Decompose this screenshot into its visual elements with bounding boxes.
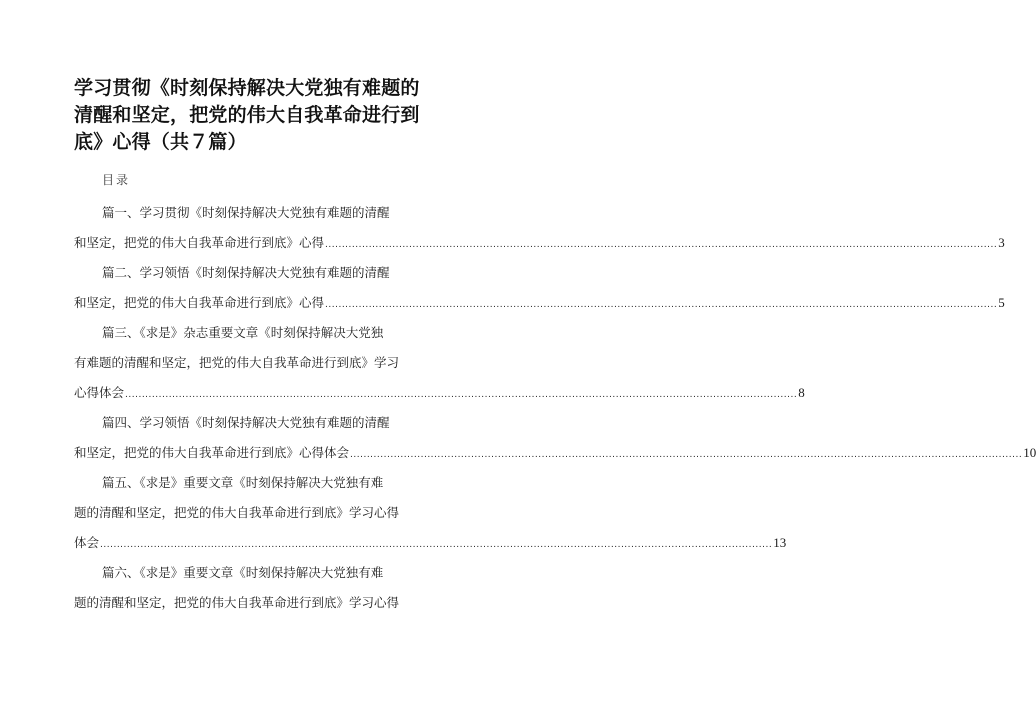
toc-entry-text: 心得体会 <box>74 385 125 400</box>
toc-entry-last-line <box>74 288 1005 318</box>
toc-leader-dots: ........................................................................................................................................................................................................ <box>325 240 998 250</box>
toc-heading: 目录 <box>102 173 131 187</box>
toc-entry-text: 和坚定，把党的伟大自我革命进行到底》心得 <box>74 235 325 250</box>
toc-page-number: 3 <box>998 235 1005 250</box>
toc-leader-dots: ........................................................................................................................................................................................................ <box>325 300 998 310</box>
toc-entry-last-line <box>74 228 1005 258</box>
table-of-contents <box>74 198 1036 618</box>
toc-leader-dots: ........................................................................................................................................................................................................ <box>100 540 773 550</box>
toc-leader-dots: ........................................................................................................................................................................................................ <box>350 450 1023 460</box>
toc-entry-text: 体会 <box>74 535 100 550</box>
toc-entry[interactable] <box>74 258 1005 318</box>
toc-entry-text: 和坚定，把党的伟大自我革命进行到底》心得体会 <box>74 445 350 460</box>
toc-page-number: 8 <box>798 385 805 400</box>
toc-entry[interactable] <box>74 198 1005 258</box>
toc-page-number: 5 <box>998 295 1005 310</box>
toc-entry-text: 和坚定，把党的伟大自我革命进行到底》心得 <box>74 295 325 310</box>
toc-entry[interactable] <box>74 468 787 558</box>
toc-entry-continuation: 有难题的清醒和坚定，把党的伟大自我革命进行到底》学习 <box>74 355 400 370</box>
toc-page-number: 10 <box>1023 445 1036 460</box>
toc-page-number: 13 <box>773 535 787 550</box>
toc-entry-last-line <box>74 528 787 558</box>
toc-entry-title: 篇一、学习贯彻《时刻保持解决大党独有难题的清醒 <box>102 205 390 220</box>
toc-entry-title: 篇三、《求是》杂志重要文章《时刻保持解决大党独 <box>102 325 384 340</box>
toc-entry-title: 篇四、学习领悟《时刻保持解决大党独有难题的清醒 <box>102 415 390 430</box>
toc-entry[interactable] <box>74 318 805 408</box>
toc-entry-title: 篇五、《求是》重要文章《时刻保持解决大党独有难 <box>102 475 384 490</box>
toc-entry[interactable] <box>74 558 422 618</box>
toc-entry[interactable] <box>74 408 1036 468</box>
toc-leader-dots: ........................................................................................................................................................................................................ <box>125 390 798 400</box>
toc-entry-continuation: 题的清醒和坚定，把党的伟大自我革命进行到底》学习心得 <box>74 505 400 520</box>
toc-entry-title: 篇二、学习领悟《时刻保持解决大党独有难题的清醒 <box>102 265 390 280</box>
toc-entry-last-line <box>74 438 1036 468</box>
toc-entry-continuation: 题的清醒和坚定，把党的伟大自我革命进行到底》学习心得 <box>74 595 400 610</box>
document-title: 学习贯彻《时刻保持解决大党独有难题的清醒和坚定，把党的伟大自我革命进行到底》心得（共７篇） <box>74 77 420 153</box>
toc-entry-last-line <box>74 378 805 408</box>
toc-entry-title: 篇六、《求是》重要文章《时刻保持解决大党独有难 <box>102 565 384 580</box>
